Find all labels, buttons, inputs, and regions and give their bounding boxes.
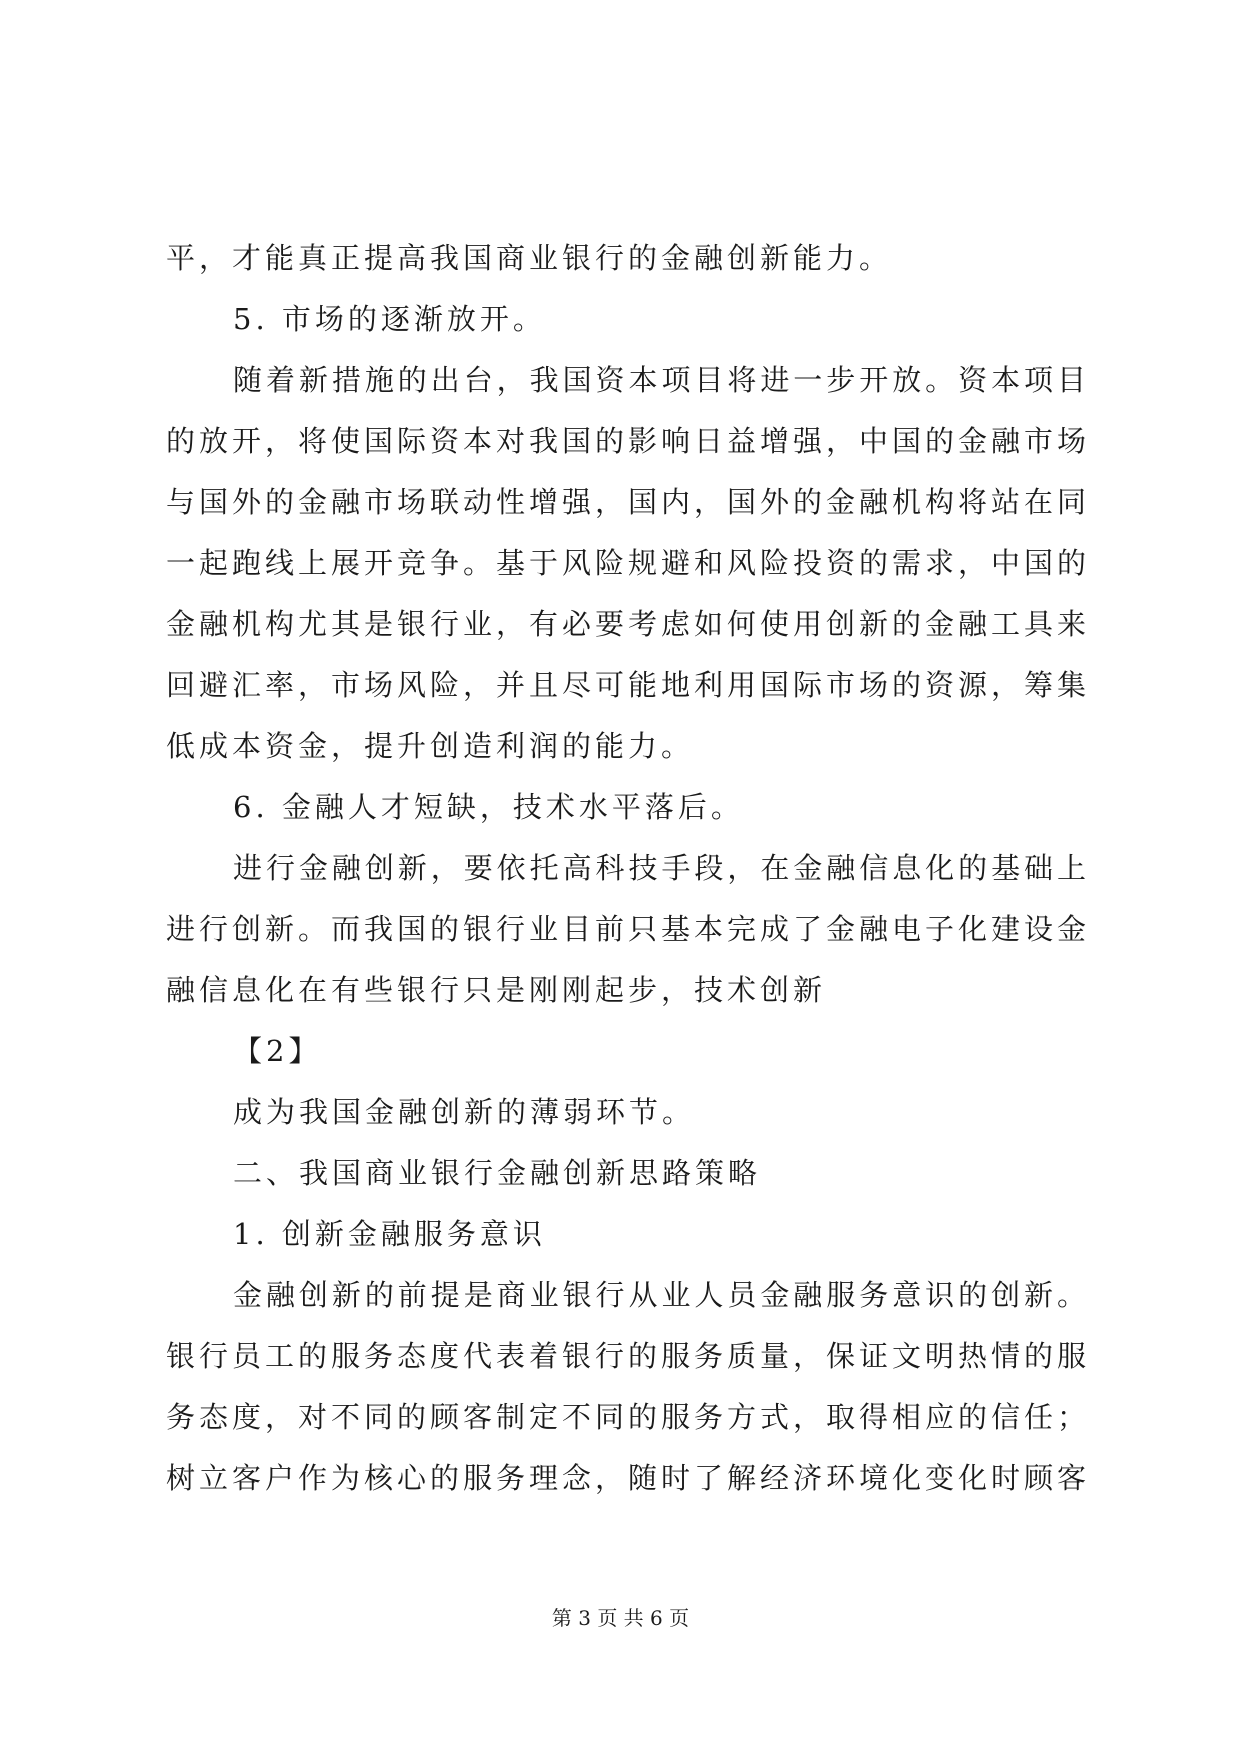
text-line: 进行创新。而我国的银行业目前只基本完成了金融电子化建设金 bbox=[166, 912, 1086, 946]
document-body bbox=[166, 228, 1086, 1509]
list-heading: 5. 市场的逐渐放开。 bbox=[233, 302, 546, 336]
page-number-footer: 第 3 页 共 6 页 bbox=[551, 1606, 690, 1630]
text-line: 务态度，对不同的顾客制定不同的服务方式，取得相应的信任； bbox=[166, 1400, 1086, 1434]
reference-marker: 【2】 bbox=[233, 1034, 322, 1068]
text-line: 一起跑线上展开竞争。基于风险规避和风险投资的需求，中国的 bbox=[166, 546, 1086, 580]
text-line: 金融创新的前提是商业银行从业人员金融服务意识的创新。 bbox=[233, 1278, 1086, 1312]
text-line: 低成本资金，提升创造利润的能力。 bbox=[166, 729, 695, 763]
text-line: 与国外的金融市场联动性增强，国内，国外的金融机构将站在同 bbox=[166, 485, 1086, 519]
text-line: 的放开，将使国际资本对我国的影响日益增强，中国的金融市场 bbox=[166, 424, 1086, 458]
text-line: 银行员工的服务态度代表着银行的服务质量，保证文明热情的服 bbox=[166, 1339, 1086, 1373]
text-line: 金融机构尤其是银行业，有必要考虑如何使用创新的金融工具来 bbox=[166, 607, 1086, 641]
text-line: 平，才能真正提高我国商业银行的金融创新能力。 bbox=[166, 241, 893, 275]
list-heading: 6. 金融人才短缺，技术水平落后。 bbox=[233, 790, 744, 824]
text-line: 树立客户作为核心的服务理念，随时了解经济环境化变化时顾客 bbox=[166, 1461, 1086, 1495]
text-line: 进行金融创新，要依托高科技手段，在金融信息化的基础上 bbox=[233, 851, 1086, 885]
text-line: 成为我国金融创新的薄弱环节。 bbox=[233, 1095, 696, 1129]
text-line: 随着新措施的出台，我国资本项目将进一步开放。资本项目 bbox=[233, 363, 1086, 397]
section-heading: 二、我国商业银行金融创新思路策略 bbox=[233, 1156, 762, 1190]
list-heading: 1. 创新金融服务意识 bbox=[233, 1217, 546, 1251]
text-line: 回避汇率，市场风险，并且尽可能地利用国际市场的资源，筹集 bbox=[166, 668, 1086, 702]
text-line: 融信息化在有些银行只是刚刚起步，技术创新 bbox=[166, 973, 827, 1007]
